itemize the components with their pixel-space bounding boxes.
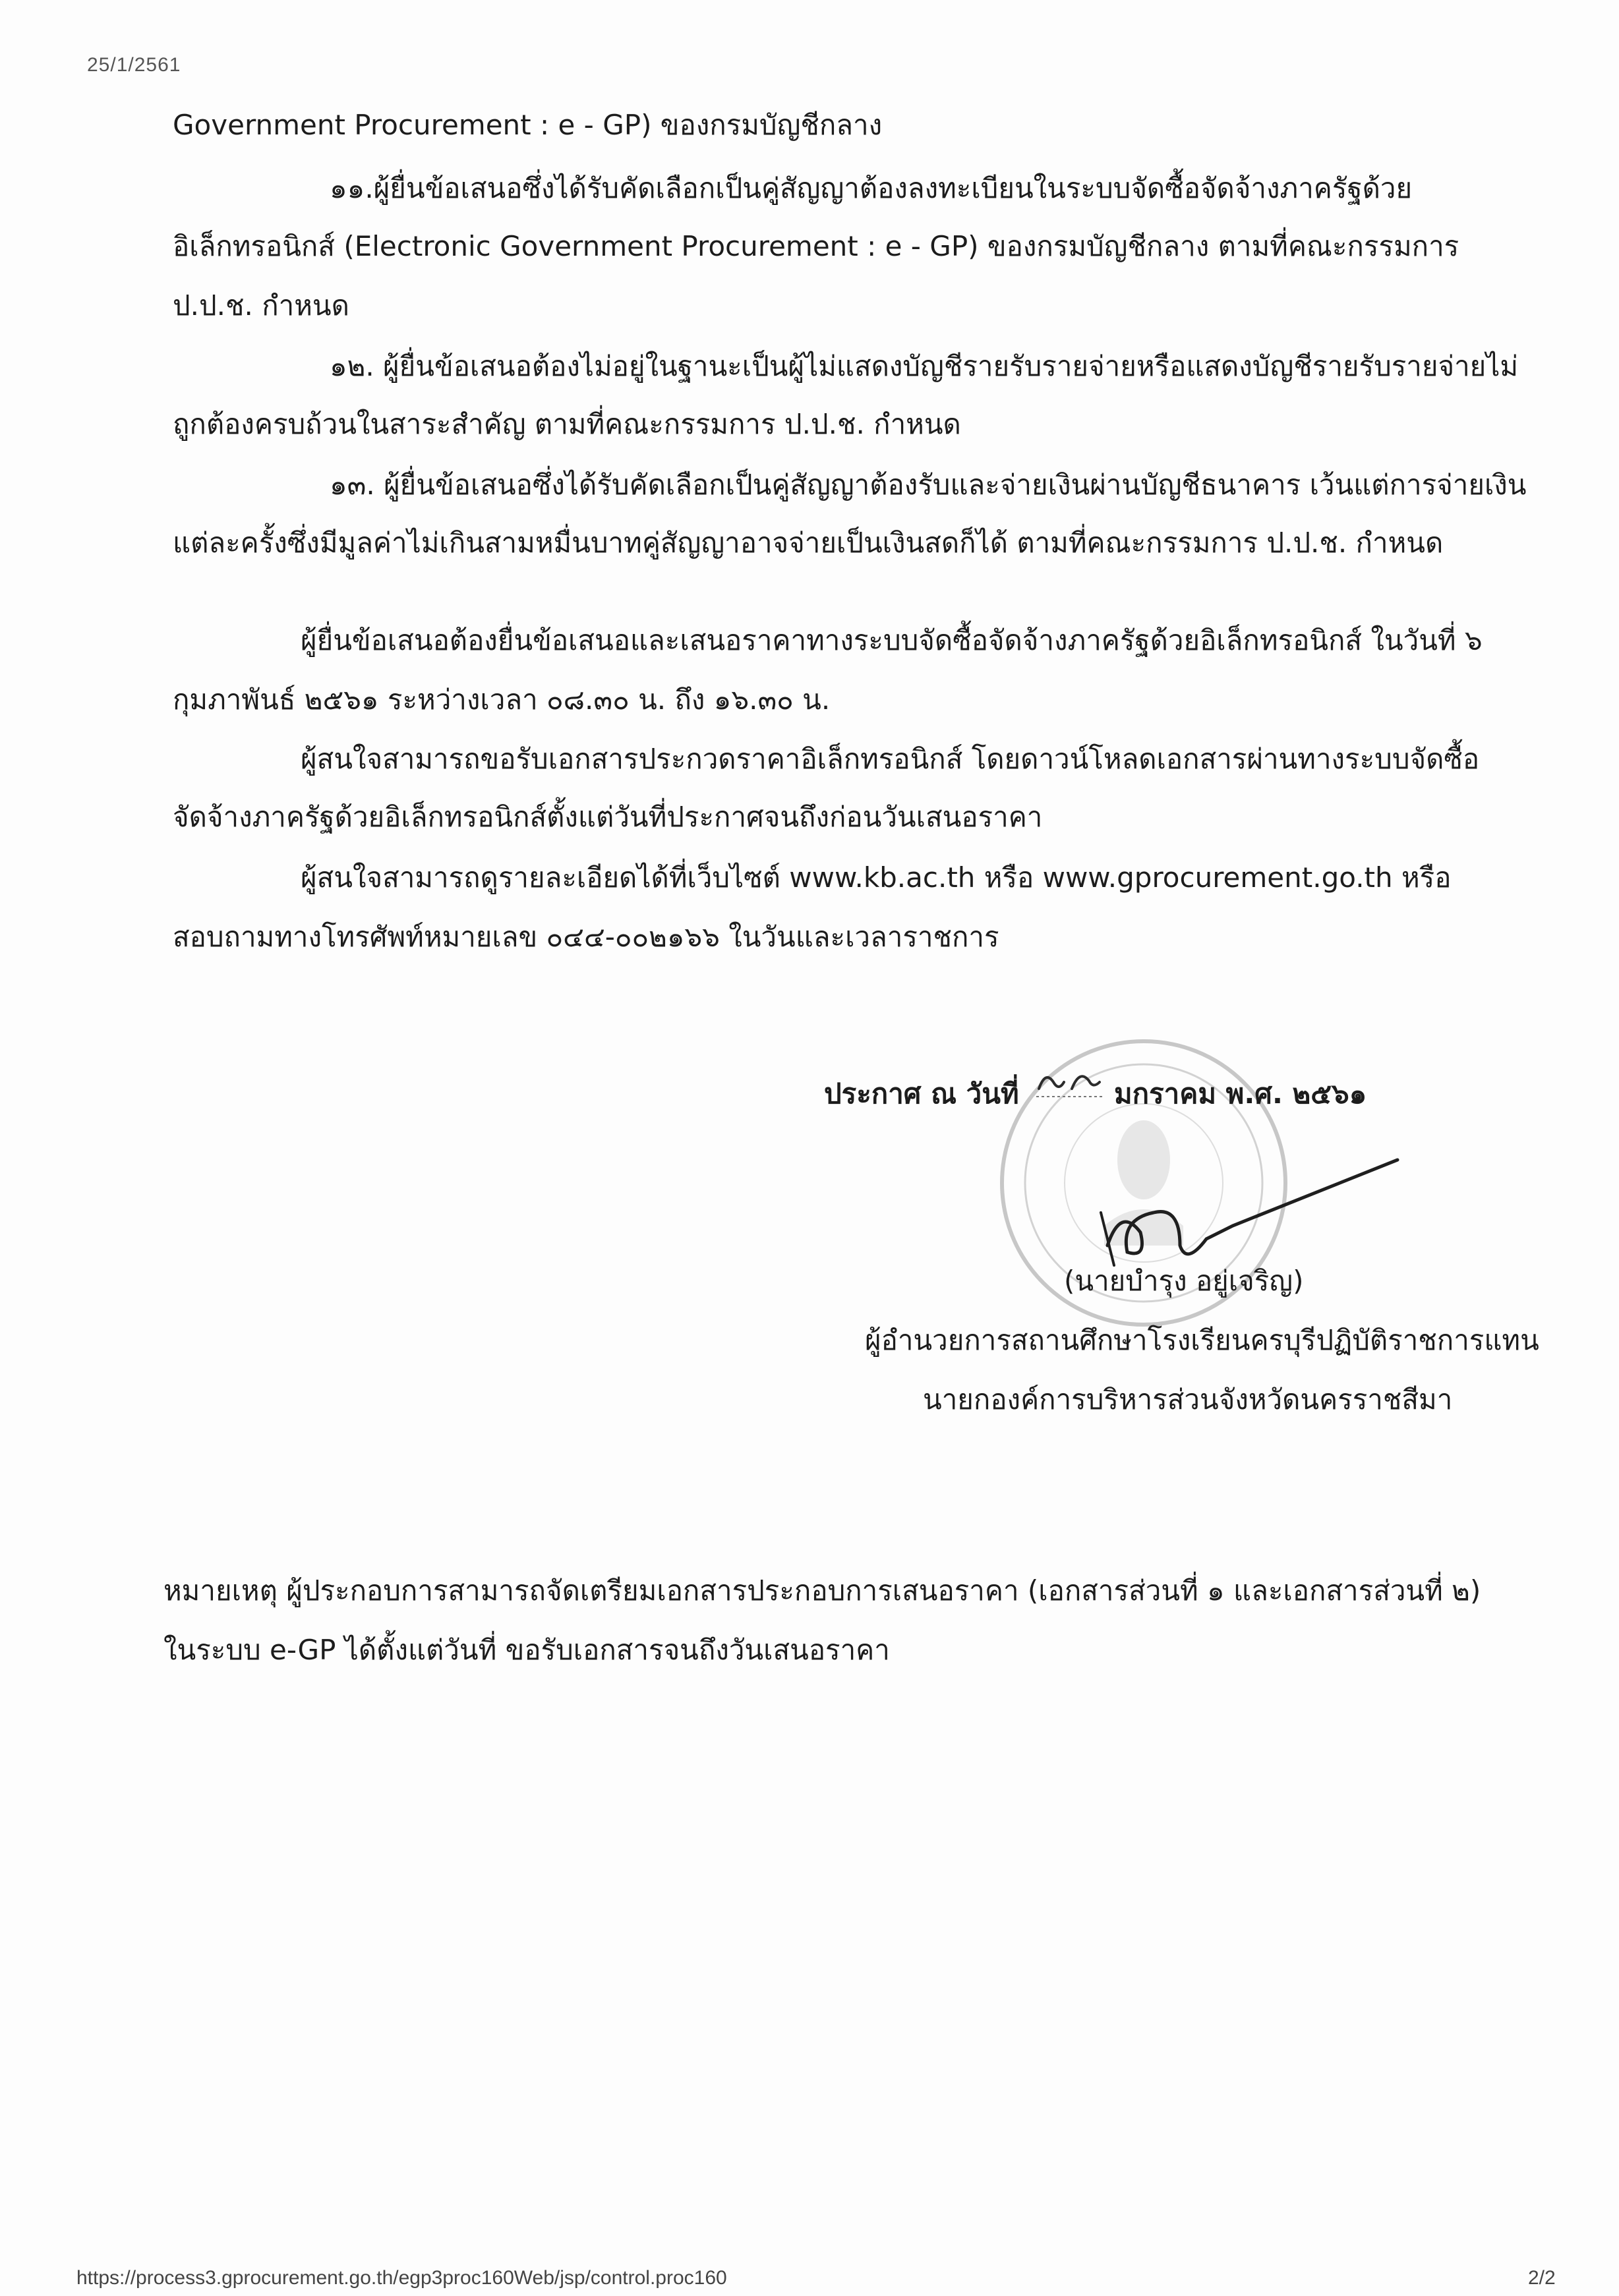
body-line: จัดจ้างภาครัฐด้วยอิเล็กทรอนิกส์ตั้งแต่วันที่ประกาศจนถึงก่อนวันเสนอราคา <box>173 801 1043 833</box>
body-line: อิเล็กทรอนิกส์ (Electronic Government Procurement : e - GP) ของกรมบัญชีกลาง ตามที่คณะกรรมการ <box>173 230 1459 262</box>
signatory-position: ผู้อำนวยการสถานศึกษาโรงเรียนครบุรีปฏิบัติราชการแทน <box>865 1324 1539 1356</box>
signatory-name: (นายบำรุง อยู่เจริญ) <box>1064 1265 1304 1297</box>
body-line: ๑๑.ผู้ยื่นข้อเสนอซึ่งได้รับคัดเลือกเป็นคู่สัญญาต้องลงทะเบียนในระบบจัดซื้อจัดจ้างภาครัฐด้วย <box>330 172 1413 204</box>
handwritten-day <box>1034 1062 1106 1102</box>
note-line: หมายเหตุ ผู้ประกอบการสามารถจัดเตรียมเอกสารประกอบการเสนอราคา (เอกสารส่วนที่ ๑ และเอกสารส่วนที่ ๒) <box>163 1574 1481 1607</box>
body-line: Government Procurement : e - GP) ของกรมบัญชีกลาง <box>173 109 883 141</box>
announcement-month-year: มกราคม พ.ศ. ๒๕๖๑ <box>1114 1077 1367 1110</box>
announcement-prefix: ประกาศ ณ วันที่ <box>824 1077 1019 1110</box>
footer-page-number: 2/2 <box>1528 2267 1556 2289</box>
signatory-organization: นายกองค์การบริหารส่วนจังหวัดนครราชสีมา <box>923 1383 1453 1416</box>
body-line: ถูกต้องครบถ้วนในสาระสำคัญ ตามที่คณะกรรมการ ป.ป.ช. กำหนด <box>173 408 961 440</box>
footer-url: https://process3.gprocurement.go.th/egp3proc160Web/jsp/control.proc160 <box>76 2267 727 2289</box>
body-line: ผู้สนใจสามารถขอรับเอกสารประกวดราคาอิเล็กทรอนิกส์ โดยดาวน์โหลดเอกสารผ่านทางระบบจัดซื้อ <box>301 743 1480 775</box>
body-line: แต่ละครั้งซึ่งมีมูลค่าไม่เกินสามหมื่นบาทคู่สัญญาอาจจ่ายเป็นเงินสดก็ได้ ตามที่คณะกรรมการ ป.ป.ช. กำหนด <box>173 527 1444 559</box>
body-line: ป.ป.ช. กำหนด <box>173 289 349 322</box>
print-date: 25/1/2561 <box>87 54 181 76</box>
body-line: ๑๓. ผู้ยื่นข้อเสนอซึ่งได้รับคัดเลือกเป็นคู่สัญญาต้องรับและจ่ายเงินผ่านบัญชีธนาคาร เว้นแต่การจ่ายเงิน <box>330 469 1527 501</box>
body-line: ผู้สนใจสามารถดูรายละเอียดได้ที่เว็บไซต์ www.kb.ac.th หรือ www.gprocurement.go.th หรือ <box>301 861 1452 894</box>
body-line: สอบถามทางโทรศัพท์หมายเลข ๐๔๔-๐๐๒๑๖๖ ในวันและเวลาราชการ <box>173 921 999 953</box>
note-line: ในระบบ e-GP ได้ตั้งแต่วันที่ ขอรับเอกสารจนถึงวันเสนอราคา <box>163 1634 890 1666</box>
body-line: กุมภาพันธ์ ๒๕๖๑ ระหว่างเวลา ๐๘.๓๐ น. ถึง ๑๖.๓๐ น. <box>173 683 831 716</box>
body-line: ๑๒. ผู้ยื่นข้อเสนอต้องไม่อยู่ในฐานะเป็นผู้ไม่แสดงบัญชีรายรับรายจ่ายหรือแสดงบัญชีรายรับรายจ่ายไม่ <box>330 350 1519 382</box>
body-line: ผู้ยื่นข้อเสนอต้องยื่นข้อเสนอและเสนอราคาทางระบบจัดซื้อจัดจ้างภาครัฐด้วยอิเล็กทรอนิกส์ ในวันที่ ๖ <box>301 624 1483 656</box>
